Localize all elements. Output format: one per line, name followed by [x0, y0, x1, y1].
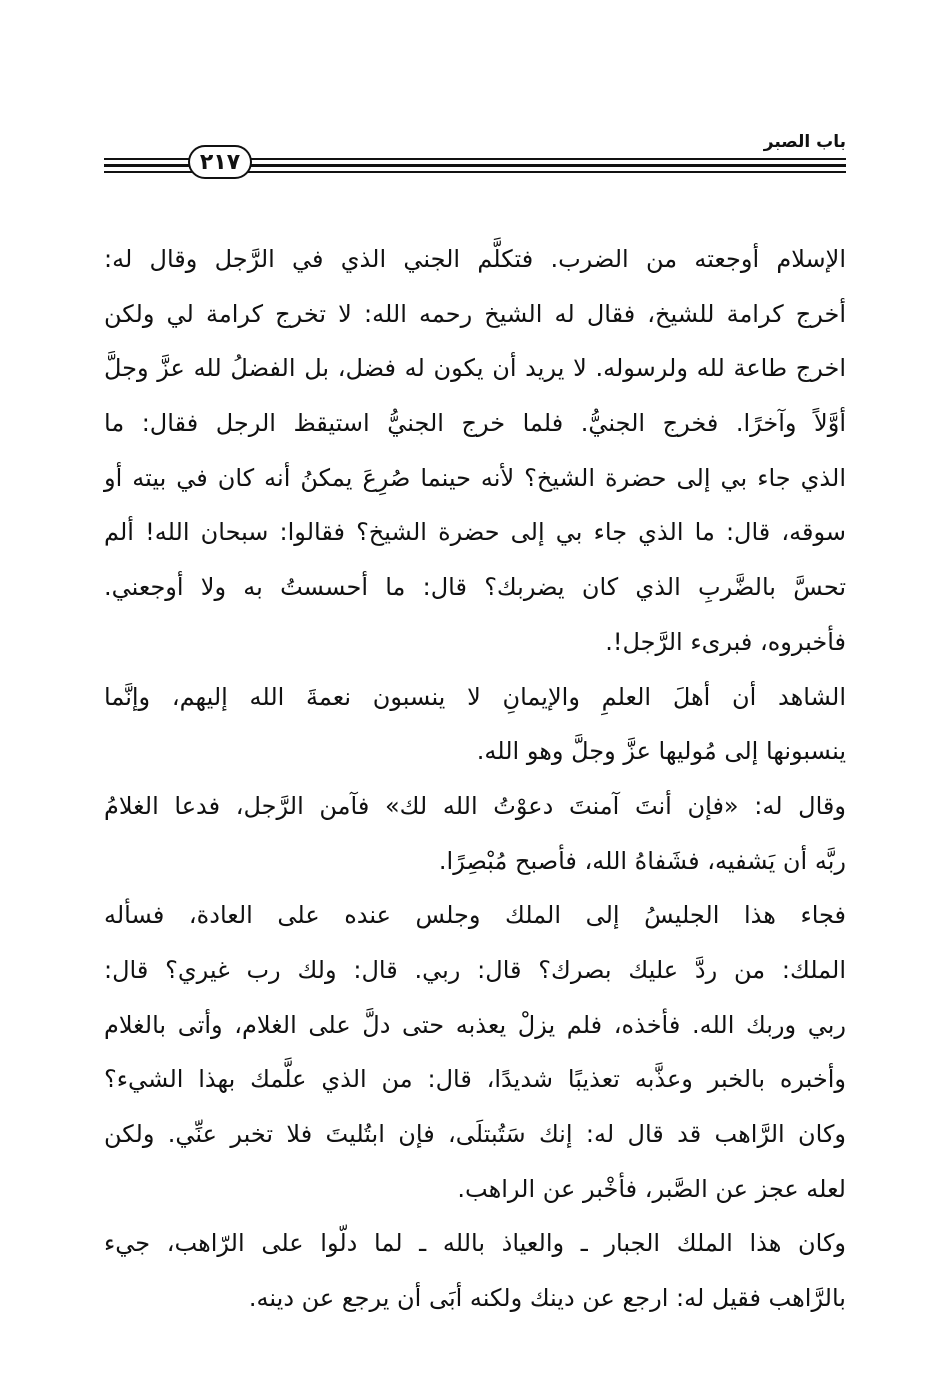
text-line: الملك: من ردَّ عليك بصرك؟ قال: ربي. قال: ولك رب غيري؟ قال:	[104, 955, 846, 984]
text-line: ربَّه أن يَشفيه، فشَفاهُ الله، فأصبح مُبْصِرًا.	[438, 846, 846, 875]
page-number-badge	[188, 145, 252, 179]
text-line: وكان الرَّاهب قد قال له: إنك سَتُبتلَى، فإن ابتُليتَ فلا تخبر عنِّي. ولكن	[104, 1120, 846, 1148]
text-line: اخرج طاعة لله ولرسوله. لا يريد أن يكون له فضل، بل الفضلُ لله عزَّ وجلَّ	[104, 354, 846, 383]
header-rule-bottom-left	[104, 171, 192, 173]
text-line: وأخبره بالخبر وعذَّبه تعذيبًا شديدًا، قال: من الذي علَّمك بهذا الشيء؟	[104, 1065, 846, 1094]
text-line: وقال له: «فإن أنتَ آمنتَ دعوْتُ الله لك» فآمن الرَّجل، فدعا الغلامُ	[104, 791, 846, 820]
page-header	[104, 132, 846, 184]
text-line: بالرَّاهب فقيل له: ارجع عن دينك ولكنه أبَى أن يرجع عن دينه.	[248, 1284, 846, 1313]
text-line: أخرج كرامة للشيخ، فقال له الشيخ رحمه الله: لا تخرج كرامة لي ولكن	[104, 299, 846, 328]
text-line: الشاهد أن أهلَ العلمِ والإيمانِ لا ينسبون نعمةَ الله إليهم، وإنَّما	[104, 682, 846, 711]
text-line: الذي جاء بي إلى حضرة الشيخ؟ لأنه حينما صُرِعَ يمكنُ أنه كان في بيته أو	[104, 463, 846, 492]
header-rule-bottom-right	[248, 171, 846, 173]
header-rule-mid-left	[104, 164, 190, 167]
text-line: فأخبروه، فبرىء الرَّجل!.	[605, 627, 846, 656]
text-line: وكان هذا الملك الجبار ـ والعياذ بالله ـ لما دلّوا على الرّاهب، جيء	[104, 1229, 846, 1258]
text-line: ينسبونها إلى مُوليها عزَّ وجلَّ وهو الله.	[476, 737, 846, 766]
page-body	[104, 232, 846, 1326]
header-rule-top-left	[104, 158, 192, 160]
header-rule-top-right	[248, 158, 846, 160]
text-line: فجاء هذا الجليسُ إلى الملك وجلس عنده على العادة، فسأله	[104, 901, 846, 930]
text-line: لعله عجز عن الصَّبر، فأخْبر عن الراهب.	[457, 1174, 846, 1203]
text-line: سوقه، قال: ما الذي جاء بي إلى حضرة الشيخ؟ فقالوا: سبحان الله! ألم	[104, 518, 846, 547]
text-line: الإسلام أوجعته من الضرب. فتكلَّم الجني الذي في الرَّجل وقال له:	[104, 245, 846, 273]
chapter-title: باب الصبر	[763, 132, 846, 152]
text-line: تحسَّ بالضَّربِ الذي كان يضربك؟ قال: ما أحسستُ به ولا أوجعني.	[104, 573, 846, 602]
page-number: ٢١٧	[199, 149, 241, 175]
text-line: أوَّلاً وآخرًا. فخرج الجنيُّ. فلما خرج الجنيُّ استيقظ الرجل فقال: ما	[104, 409, 846, 438]
header-rule-mid-right	[250, 164, 846, 167]
text-line: ربي وربك الله. فأخذه، فلم يزلْ يعذبه حتى دلَّ على الغلام، وأتى بالغلام	[104, 1010, 846, 1039]
